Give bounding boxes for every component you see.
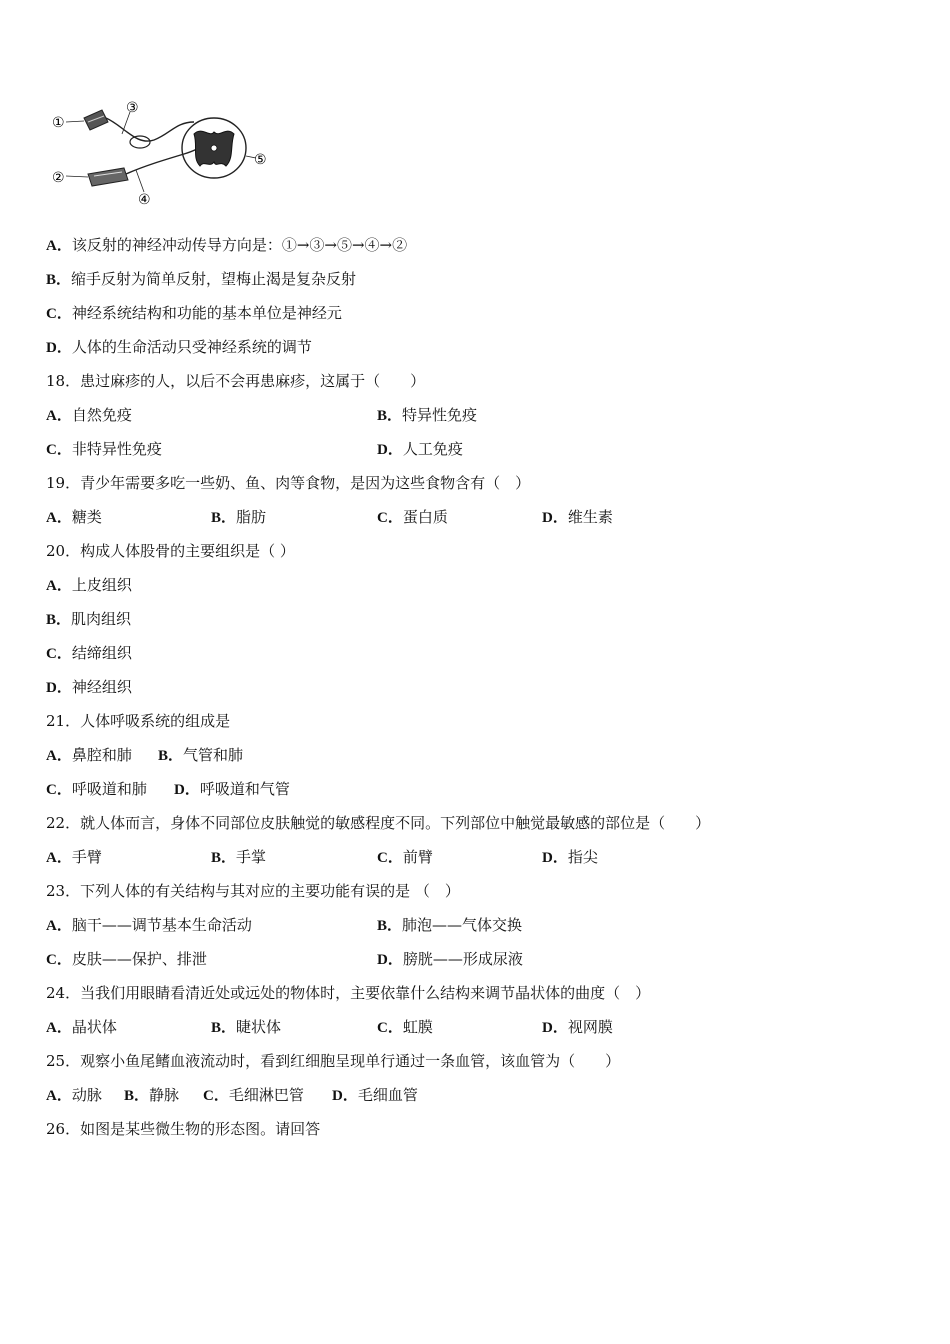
option-label: C．	[46, 442, 72, 458]
option-text: 毛细淋巴管	[228, 1086, 304, 1104]
q18-option-c	[46, 438, 162, 461]
option-label: D．	[46, 340, 72, 356]
q20-option-d	[46, 676, 132, 699]
option-text: 缩手反射为简单反射，望梅止渴是复杂反射	[71, 270, 357, 288]
q21-option-d	[174, 778, 290, 801]
label-4: ④	[138, 192, 151, 208]
q22-option-c	[377, 846, 433, 869]
option-label: C．	[46, 306, 72, 322]
option-label: C．	[46, 782, 72, 798]
q20-option-a	[46, 574, 132, 597]
q18-option-d	[377, 438, 463, 461]
option-text: 鼻腔和肺	[71, 746, 132, 764]
option-label: D．	[542, 510, 568, 526]
option-label: C．	[377, 850, 403, 866]
option-text: 该反射的神经冲动传导方向是：①→③→⑤→④→②	[71, 236, 408, 254]
option-label: D．	[542, 850, 568, 866]
q18-stem: 18．患过麻疹的人，以后不会再患麻疹，这属于（ ）	[46, 372, 426, 390]
option-label: C．	[377, 1020, 403, 1036]
q25-option-c	[203, 1084, 304, 1107]
option-text: 脂肪	[236, 508, 267, 526]
option-label: D．	[377, 952, 403, 968]
q26-stem: 26．如图是某些微生物的形态图。请回答	[46, 1120, 321, 1138]
option-text: 上皮组织	[71, 576, 132, 594]
q19-option-b	[211, 506, 266, 529]
q23-option-b	[377, 914, 522, 937]
option-text: 动脉	[71, 1086, 102, 1104]
option-label: C．	[377, 510, 403, 526]
option-text: 呼吸道和气管	[199, 780, 290, 798]
q19-option-a	[46, 506, 102, 529]
effector-block	[88, 168, 128, 186]
q25-stem: 25．观察小鱼尾鳍血液流动时，看到红细胞呈现单行通过一条血管，该血管为（ ）	[46, 1052, 621, 1070]
option-label: B．	[211, 510, 237, 526]
option-label: C．	[203, 1088, 229, 1104]
q25-option-a	[46, 1084, 102, 1107]
label-3: ③	[126, 100, 139, 116]
option-text: 人工免疫	[402, 440, 463, 458]
option-text: 膀胱——形成尿液	[402, 950, 523, 968]
option-text: 静脉	[149, 1086, 180, 1104]
q18-option-b	[377, 404, 477, 427]
q17-option-b	[46, 268, 356, 291]
spinal-cord-section	[182, 118, 246, 178]
q20-option-b	[46, 608, 131, 631]
option-label: B．	[46, 272, 72, 288]
option-text: 神经组织	[71, 678, 132, 696]
option-text: 气管和肺	[183, 746, 244, 764]
option-text: 肌肉组织	[71, 610, 132, 628]
option-label: A．	[46, 850, 72, 866]
option-label: A．	[46, 1088, 72, 1104]
option-label: B．	[377, 918, 403, 934]
q17-option-c	[46, 302, 342, 325]
q24-option-a	[46, 1016, 117, 1039]
option-label: D．	[332, 1088, 358, 1104]
option-text: 手掌	[236, 848, 267, 866]
option-label: D．	[46, 680, 72, 696]
option-label: C．	[46, 952, 72, 968]
option-label: A．	[46, 918, 72, 934]
option-label: B．	[211, 850, 237, 866]
option-text: 虹膜	[402, 1018, 433, 1036]
q25-option-d	[332, 1084, 418, 1107]
q23-stem: 23．下列人体的有关结构与其对应的主要功能有误的是 （ ）	[46, 882, 460, 900]
q22-stem: 22．就人体而言，身体不同部位皮肤触觉的敏感程度不同。下列部位中触觉最敏感的部位是（ ）	[46, 814, 711, 832]
q18-option-a	[46, 404, 132, 427]
q23-option-d	[377, 948, 523, 971]
option-text: 糖类	[71, 508, 102, 526]
option-text: 特异性免疫	[402, 406, 478, 424]
option-label: B．	[124, 1088, 150, 1104]
q25-option-b	[124, 1084, 179, 1107]
q21-option-b	[158, 744, 243, 767]
receptor-block	[84, 110, 108, 130]
q24-option-c	[377, 1016, 433, 1039]
q21-option-a	[46, 744, 132, 767]
option-text: 人体的生命活动只受神经系统的调节	[71, 338, 312, 356]
q24-stem: 24．当我们用眼睛看清近处或远处的物体时，主要依靠什么结构来调节晶状体的曲度（ ）	[46, 984, 651, 1002]
option-label: A．	[46, 408, 72, 424]
reflex-arc-diagram	[44, 96, 274, 208]
option-label: A．	[46, 748, 72, 764]
option-label: C．	[46, 646, 72, 662]
q22-option-a	[46, 846, 102, 869]
option-text: 手臂	[71, 848, 102, 866]
option-text: 指尖	[567, 848, 598, 866]
option-text: 非特异性免疫	[71, 440, 162, 458]
label-1: ①	[52, 115, 65, 131]
q22-option-d	[542, 846, 598, 869]
option-label: B．	[158, 748, 184, 764]
label-2: ②	[52, 170, 65, 186]
ganglion	[130, 136, 150, 148]
q21-option-c	[46, 778, 147, 801]
option-text: 晶状体	[71, 1018, 117, 1036]
option-text: 脑干——调节基本生命活动	[71, 916, 252, 934]
q21-stem: 21．人体呼吸系统的组成是	[46, 712, 231, 730]
option-text: 蛋白质	[402, 508, 448, 526]
q17-option-a	[46, 234, 407, 257]
option-label: A．	[46, 578, 72, 594]
option-label: D．	[174, 782, 200, 798]
option-label: D．	[377, 442, 403, 458]
option-text: 视网膜	[567, 1018, 613, 1036]
option-label: B．	[377, 408, 403, 424]
q20-stem: 20．构成人体股骨的主要组织是（ ）	[46, 542, 295, 560]
q19-stem: 19．青少年需要多吃一些奶、鱼、肉等食物，是因为这些食物含有（ ）	[46, 474, 531, 492]
option-label: B．	[211, 1020, 237, 1036]
q22-option-b	[211, 846, 266, 869]
option-label: A．	[46, 1020, 72, 1036]
q24-option-b	[211, 1016, 281, 1039]
option-text: 睫状体	[236, 1018, 282, 1036]
q23-option-c	[46, 948, 207, 971]
option-text: 皮肤——保护、排泄	[71, 950, 207, 968]
option-text: 肺泡——气体交换	[402, 916, 523, 934]
label-5: ⑤	[254, 152, 267, 168]
option-text: 毛细血管	[357, 1086, 418, 1104]
afferent-nerve	[106, 118, 194, 141]
option-label: D．	[542, 1020, 568, 1036]
option-text: 维生素	[567, 508, 613, 526]
option-label: A．	[46, 510, 72, 526]
q17-option-d	[46, 336, 312, 359]
q23-option-a	[46, 914, 252, 937]
q19-option-c	[377, 506, 448, 529]
option-text: 前臂	[402, 848, 433, 866]
option-text: 呼吸道和肺	[71, 780, 147, 798]
option-text: 神经系统结构和功能的基本单位是神经元	[71, 304, 342, 322]
option-text: 结缔组织	[71, 644, 132, 662]
option-label: A．	[46, 238, 72, 254]
option-label: B．	[46, 612, 72, 628]
q24-option-d	[542, 1016, 613, 1039]
q19-option-d	[542, 506, 613, 529]
option-text: 自然免疫	[71, 406, 132, 424]
q20-option-c	[46, 642, 132, 665]
